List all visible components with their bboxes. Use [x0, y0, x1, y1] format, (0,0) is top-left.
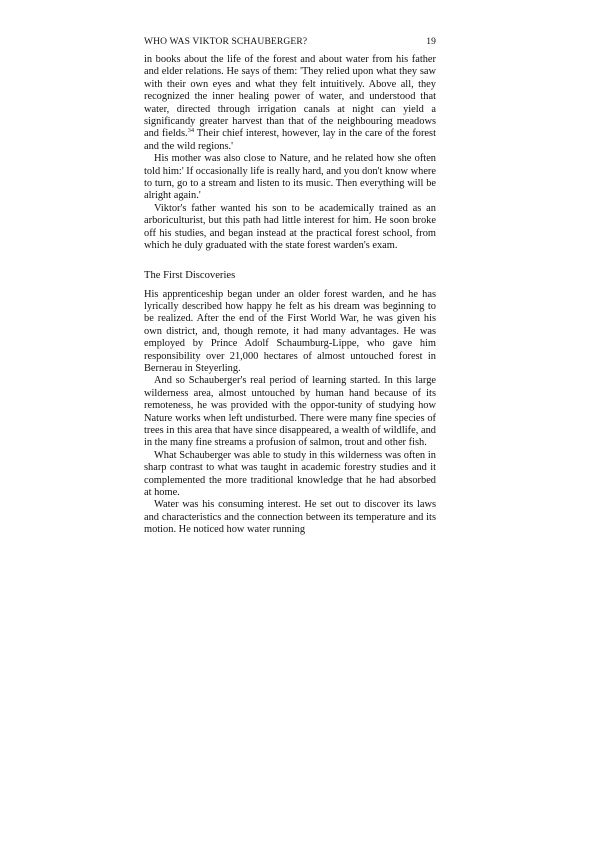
running-title: WHO WAS VIKTOR SCHAUBERGER?	[144, 37, 308, 47]
paragraph: His apprenticeship began under an older forest warden, and he has lyrically described how happy he felt as his dream was beginning to be realized. After the end of the First World War, he was given his own district, and, though remote, it had many advantages. He was employed by Prince Adolf Schaumburg-Lippe, who gave him responsibility over 21,000 hectares of almost untouched forest in Bernerau in Steyerling.	[144, 288, 436, 374]
paragraph: in books about the life of the forest and about water from his father and elder relations. He says of them: 'They relied upon what they saw with their own eyes and what they felt intuitively. Above all, they recognized the inner healing power of water, and understood that water, directed through irrigation canals at night can yield a significandy greater harvest than that of the neighbouring meadows and fields.$^{34}$ Their chief interest, however, lay in the care of the forest and the wild regions.'	[144, 54, 436, 152]
paragraph: His mother was also close to Nature, and he related how she often told him:' If occasionally life is really hard, and you don't know where to turn, go to a stream and listen to its music. Then everything will be alright again.'	[144, 153, 437, 202]
paragraph: What Schauberger was able to study in this wilderness was often in sharp contrast to what was taught in academic forestry studies and it complemented the more traditional knowledge that he had absorbed at home.	[144, 449, 436, 498]
footnote-marker: 34	[187, 127, 195, 135]
book-page	[144, 36, 436, 537]
paragraph: Viktor's father wanted his son to be academically trained as an arboriculturist, but this path had little interest for him. He soon broke off his studies, and began instead at the practical forest school, from which he duly graduated with the state forest warden's exam.	[144, 202, 436, 252]
body-text	[144, 54, 436, 537]
section-heading: The First Discoveries	[144, 269, 236, 281]
running-head	[144, 36, 436, 48]
paragraph: And so Schauberger's real period of learning started. In this large wilderness area, almost untouched by human hand because of its remoteness, he was provided with the oppor-tunity of studying how Nature works when left undisturbed. There were many fine species of trees in this area that have since disappeared, a wealth of wildlife, and in the many fine streams a profusion of salmon, trout and other fish.	[144, 375, 436, 449]
page-number: 19	[426, 37, 436, 47]
paragraph: Water was his consuming interest. He set out to discover its laws and characteristics and the connection between its temperature and its motion. He noticed how water running	[144, 499, 436, 536]
